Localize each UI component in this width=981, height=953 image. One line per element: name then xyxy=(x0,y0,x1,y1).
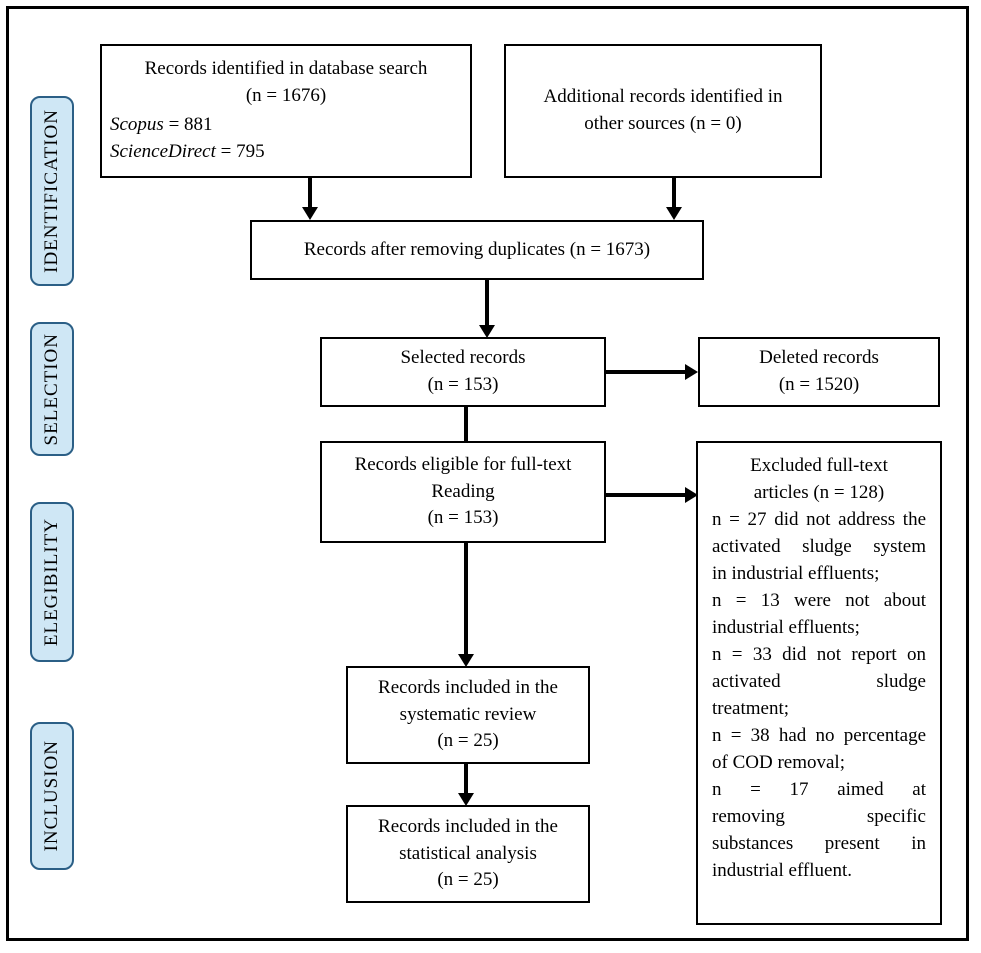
box-excluded-fulltext-reason3-a: n = 33 did not report on xyxy=(712,643,926,665)
box-excluded-fulltext-reason4-b: of COD removal; xyxy=(712,751,845,773)
box-included-systematic xyxy=(346,666,590,764)
box-included-systematic-line1: Records included in the xyxy=(378,676,558,698)
box-excluded-fulltext-reason1-c: in industrial effluents; xyxy=(712,562,880,584)
stage-label-inclusion xyxy=(30,722,74,870)
arrow-eligible-to-excluded xyxy=(606,485,698,505)
box-database-search-line2: (n = 1676) xyxy=(245,84,327,106)
box-eligible-fulltext-line1: Records eligible for full-text xyxy=(354,453,572,475)
box-database-search-sciencedirect xyxy=(110,139,462,166)
arrow-systematic-to-statistical xyxy=(456,764,476,806)
box-excluded-fulltext-line2: articles (n = 128) xyxy=(753,481,885,503)
box-database-search-sciencedirect-value: = 795 xyxy=(215,140,265,162)
box-database-search-scopus xyxy=(110,112,462,139)
stage-label-elegibility xyxy=(30,502,74,662)
box-excluded-fulltext-reason2-b: industrial effluents; xyxy=(712,616,860,638)
box-excluded-fulltext-reason1-b: activated sludge system xyxy=(712,535,926,557)
box-eligible-fulltext xyxy=(320,441,606,543)
arrow-eligible-to-included-systematic xyxy=(456,543,476,667)
box-additional-records-line2: other sources (n = 0) xyxy=(584,113,742,134)
box-database-search xyxy=(100,44,472,178)
box-excluded-fulltext-reason2-a: n = 13 were not about xyxy=(712,589,926,611)
stage-label-identification xyxy=(30,96,74,286)
box-excluded-fulltext-reason4-a: n = 38 had no percentage xyxy=(712,724,926,746)
box-excluded-fulltext-reason5-c: substances present in xyxy=(712,832,926,854)
box-deleted-records-line1: Deleted records xyxy=(759,347,879,369)
box-excluded-fulltext-reason4 xyxy=(712,723,926,777)
box-database-search-sciencedirect-label: ScienceDirect xyxy=(110,140,216,162)
box-eligible-fulltext-line2: Reading xyxy=(431,480,495,502)
box-selected-records-line2: (n = 153) xyxy=(427,374,499,395)
box-excluded-fulltext-reason3-c: treatment; xyxy=(712,697,790,719)
box-excluded-fulltext-line1: Excluded full-text xyxy=(750,455,888,476)
box-selected-records xyxy=(320,337,606,407)
connector-selected-to-eligible xyxy=(461,407,471,441)
box-excluded-fulltext xyxy=(696,441,942,925)
box-excluded-fulltext-reason5-d: industrial effluent. xyxy=(712,859,853,881)
box-excluded-fulltext-reason5-b: removing specific xyxy=(712,805,926,827)
box-included-statistical xyxy=(346,805,590,903)
box-selected-records-line1: Selected records xyxy=(400,347,526,369)
box-excluded-fulltext-reason2 xyxy=(712,588,926,642)
box-included-statistical-line1: Records included in the xyxy=(378,815,558,837)
arrow-selected-to-deleted xyxy=(606,362,698,382)
box-after-duplicates xyxy=(250,220,704,280)
box-deleted-records-line2: (n = 1520) xyxy=(778,374,860,395)
box-excluded-fulltext-reason1-a: n = 27 did not address the xyxy=(712,508,926,530)
box-additional-records xyxy=(504,44,822,178)
stage-label-inclusion-text: INCLUSION xyxy=(41,740,62,852)
box-additional-records-line1: Additional records identified in xyxy=(543,86,783,108)
box-deleted-records xyxy=(698,337,940,407)
box-excluded-fulltext-reason3 xyxy=(712,642,926,723)
box-database-search-line1: Records identified in database search xyxy=(144,58,428,79)
arrow-database-search-to-duplicates xyxy=(300,178,320,220)
stage-label-identification-text: IDENTIFICATION xyxy=(41,109,62,273)
box-included-systematic-line3: (n = 25) xyxy=(437,730,499,752)
box-included-statistical-line2: statistical analysis xyxy=(399,842,537,864)
box-eligible-fulltext-line3: (n = 153) xyxy=(427,507,499,529)
box-database-search-scopus-value: = 881 xyxy=(163,113,213,135)
box-included-statistical-line3: (n = 25) xyxy=(437,869,499,891)
box-excluded-fulltext-reason5 xyxy=(712,777,926,885)
stage-label-selection-text: SELECTION xyxy=(41,332,62,446)
box-after-duplicates-line1: Records after removing duplicates (n = 1673) xyxy=(303,238,651,260)
box-included-systematic-line2: systematic review xyxy=(399,703,537,725)
stage-label-selection xyxy=(30,322,74,456)
box-excluded-fulltext-reason3-b: activated sludge xyxy=(712,670,926,692)
stage-label-elegibility-text: ELEGIBILITY xyxy=(41,517,62,647)
box-excluded-fulltext-reason1 xyxy=(712,507,926,588)
arrow-additional-records-to-duplicates xyxy=(664,178,684,220)
box-excluded-fulltext-reason5-a: n = 17 aimed at xyxy=(712,778,926,800)
arrow-duplicates-to-selected xyxy=(477,280,497,338)
box-database-search-scopus-label: Scopus xyxy=(110,113,164,135)
